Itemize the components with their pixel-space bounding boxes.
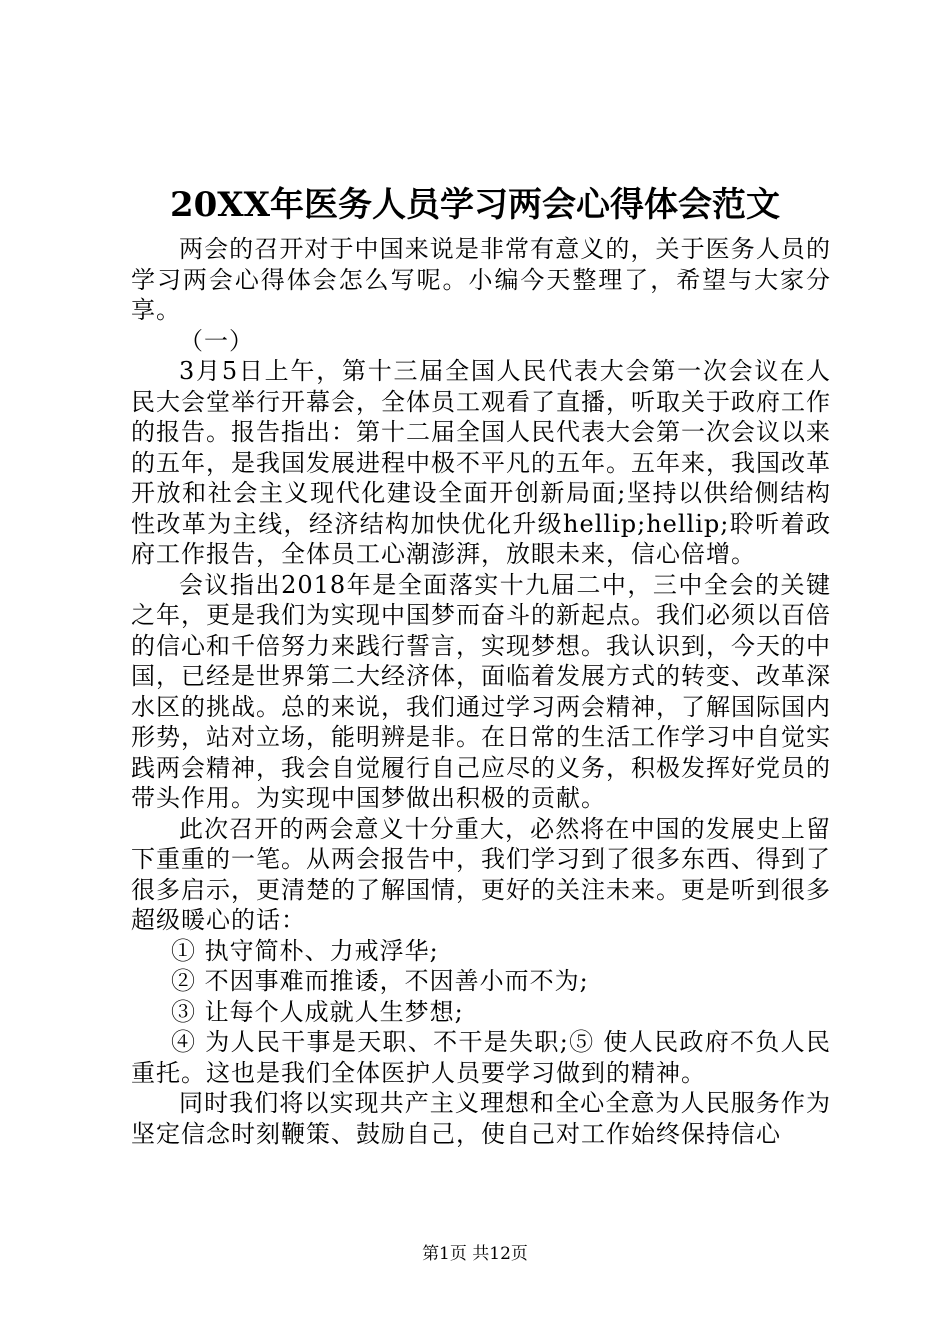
document-title: 20XX年医务人员学习两会心得体会范文 (169, 185, 781, 225)
body-paragraph: 3月5日上午，第十三届全国人民代表大会第一次会议在人民大会堂举行开幕会，全体员工观看了直播，听取关于政府工作的报告。报告指出：第十二届全国人民代表大会第一次会议以来的五年，是我国发展进程中极不平凡的五年。五年来，我国改革开放和社会主义现代化建设全面开创新局面;坚持以供给侧结构性改革为主线，经济结构加快优化升级hellip;hellip;聆听着政府工作报告，全体员工心潮澎湃，放眼未来，信心倍增。 (131, 357, 831, 568)
body-paragraph: 同时我们将以实现共产主义理想和全心全意为人民服务作为坚定信念时刻鞭策、鼓励自己，使自己对工作始终保持信心 (131, 1089, 831, 1148)
section-heading: （一） (179, 326, 254, 355)
list-item: ③ 让每个人成就人生梦想; (171, 997, 464, 1026)
body-paragraph: 会议指出2018年是全面落实十九届二中，三中全会的关键之年，更是我们为实现中国梦而奋斗的新起点。我们必须以百倍的信心和千倍努力来践行誓言，实现梦想。我认识到，今天的中国，已经是世界第二大经济体，面临着发展方式的转变、改革深水区的挑战。总的来说，我们通过学习两会精神，了解国际国内形势，站对立场，能明辨是非。在日常的生活工作学习中自觉实践两会精神，我会自觉履行自己应尽的义务，积极发挥好党员的带头作用。为实现中国梦做出积极的贡献。 (131, 570, 831, 812)
list-item: ① 执守简朴、力戒浮华; (171, 936, 439, 965)
list-item: ② 不因事难而推诿，不因善小而不为; (171, 967, 589, 995)
intro-paragraph: 两会的召开对于中国来说是非常有意义的，关于医务人员的学习两会心得体会怎么写呢。小编今天整理了，希望与大家分享。 (131, 235, 831, 324)
list-item: ④ 为人民干事是天职、不干是失职;⑤ 使人民政府不负人民重托。这也是我们全体医护人员要学习做到的精神。 (131, 1028, 831, 1087)
page-footer: 第1页 共12页 (422, 1244, 528, 1264)
document-body (131, 234, 831, 1149)
body-paragraph: 此次召开的两会意义十分重大，必然将在中国的发展史上留下重重的一笔。从两会报告中，我们学习到了很多东西、得到了很多启示，更清楚的了解国情，更好的关注未来。更是听到很多超级暖心的话： (131, 814, 831, 934)
